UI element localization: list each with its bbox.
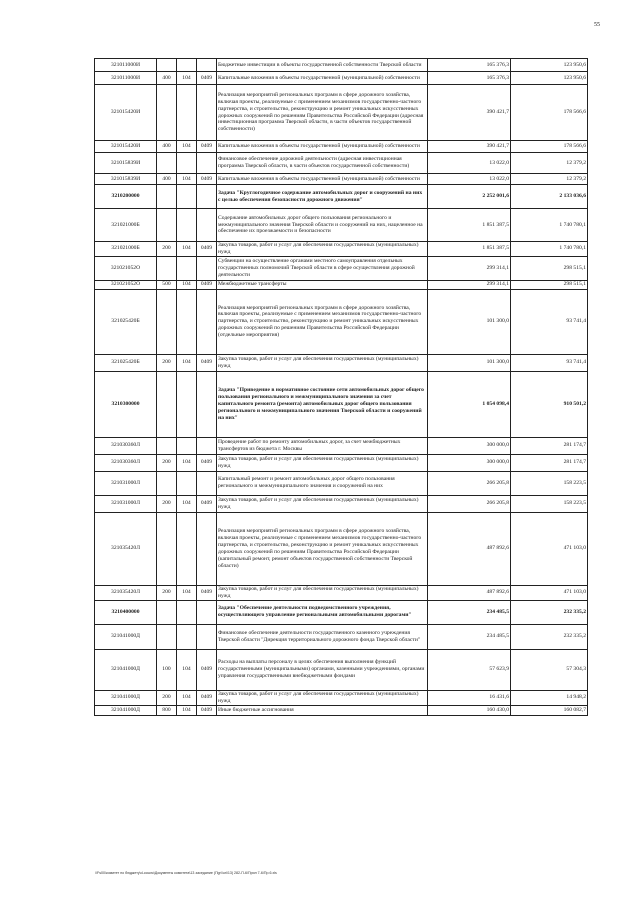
row-name: Задача "Приведение в нормативное состояние сети автомобильных дорог общего пользования регионального и межмуниципального значения за счет капитального ремонта (ремонта) автомобильных дорог общего пользования регионального и межмуниципального значения Тверской области и сооружений на них" [217, 371, 428, 437]
table-row [95, 209, 588, 242]
row-rz [197, 624, 217, 649]
row-name: Закупка товаров, работ и услуг для обеспечения государственных (муниципальных) нужд [217, 585, 428, 600]
row-gr: 104 [177, 690, 197, 705]
row-gr: 104 [177, 354, 197, 371]
table-row [95, 185, 588, 209]
row-gr [177, 289, 197, 354]
row-vr: 200 [157, 354, 177, 371]
table-row [95, 256, 588, 280]
table-row [95, 624, 588, 649]
table-row [95, 280, 588, 289]
row-vr: 400 [157, 174, 177, 185]
row-rz [197, 371, 217, 437]
row-gr: 104 [177, 649, 197, 690]
table-row [95, 437, 588, 454]
row-value-2020: 12 379,2 [511, 153, 588, 174]
row-gr: 104 [177, 174, 197, 185]
row-rz: 0409 [197, 705, 217, 715]
row-value-2019: 1 054 098,4 [428, 371, 511, 437]
row-gr [177, 209, 197, 242]
row-code: 321031000Л [95, 471, 157, 495]
row-gr: 104 [177, 585, 197, 600]
row-value-2020: 178 566,6 [511, 85, 588, 141]
row-name: Финансовое обеспечение деятельности государственного казенного учреждения Тверской области "Дирекция территориального дорожного фонда Тверской области" [217, 624, 428, 649]
row-rz [197, 256, 217, 280]
row-code: 3210200000 [95, 185, 157, 209]
table-row [95, 141, 588, 153]
row-name: Реализация мероприятий региональных программ в сфере дорожного хозяйства, включая проекты, реализуемые с применением механизмов государственно-частного партнерства, и строительство, реконструкцию и ремонт уникальных искусственных дорожных сооружений по решениям Правительства Российской Федерации (капитальный ремонт, ремонт объектов государственной собственности Тверской области) [217, 512, 428, 585]
row-vr: 200 [157, 242, 177, 257]
row-gr [177, 185, 197, 209]
row-gr [177, 437, 197, 454]
row-rz: 0409 [197, 354, 217, 371]
row-name: Закупка товаров, работ и услуг для обеспечения государственных (муниципальных) нужд [217, 354, 428, 371]
table-row [95, 289, 588, 354]
row-value-2020: 471 103,0 [511, 585, 588, 600]
row-value-2019: 13 022,0 [428, 174, 511, 185]
row-name: Содержание автомобильных дорог общего пользования регионального и межмуниципального значения Тверской области и сооружений на них, нацеленное на обеспечение их проезжаемости и безопасности [217, 209, 428, 242]
row-rz [197, 289, 217, 354]
row-rz: 0409 [197, 585, 217, 600]
row-name: Закупка товаров, работ и услуг для обеспечения государственных (муниципальных) нужд [217, 495, 428, 512]
row-code: 321030360Л [95, 454, 157, 471]
row-value-2019: 299 314,1 [428, 256, 511, 280]
row-rz [197, 85, 217, 141]
table-row [95, 371, 588, 437]
row-rz [197, 512, 217, 585]
row-gr [177, 371, 197, 437]
row-name: Закупка товаров, работ и услуг для обеспечения государственных (муниципальных) нужд [217, 690, 428, 705]
row-vr [157, 471, 177, 495]
row-rz [197, 600, 217, 624]
row-value-2020: 158 223,5 [511, 471, 588, 495]
row-rz: 0409 [197, 454, 217, 471]
row-name: Иные бюджетные ассигнования [217, 705, 428, 715]
row-gr [177, 256, 197, 280]
row-vr: 200 [157, 690, 177, 705]
row-rz [197, 185, 217, 209]
row-code: 321041000Д [95, 690, 157, 705]
row-gr [177, 600, 197, 624]
row-code: 3210300000 [95, 371, 157, 437]
row-gr: 104 [177, 495, 197, 512]
row-code: 321035420Л [95, 512, 157, 585]
row-vr [157, 185, 177, 209]
row-vr [157, 289, 177, 354]
row-code: 321011000И [95, 72, 157, 85]
row-value-2020: 14 948,2 [511, 690, 588, 705]
row-rz: 0409 [197, 72, 217, 85]
row-value-2019: 266 205,8 [428, 471, 511, 495]
row-value-2019: 487 892,6 [428, 585, 511, 600]
row-value-2019: 2 252 001,6 [428, 185, 511, 209]
row-value-2019: 165 376,3 [428, 59, 511, 72]
row-name: Реализация мероприятий региональных программ в сфере дорожного хозяйства, включая проекты, реализуемые с применением механизмов государственно-частного партнерства, и строительство, реконструкцию и ремонт уникальных искусственных дорожных сооружений по решениям Правительства Российской Федерации (отдельные мероприятия) [217, 289, 428, 354]
row-gr [177, 512, 197, 585]
row-value-2020: 123 950,6 [511, 59, 588, 72]
row-vr: 800 [157, 705, 177, 715]
row-value-2019: 13 022,0 [428, 153, 511, 174]
row-vr [157, 624, 177, 649]
row-gr [177, 153, 197, 174]
row-value-2020: 232 335,2 [511, 624, 588, 649]
row-code: 321035420Л [95, 585, 157, 600]
row-code: 321031000Л [95, 495, 157, 512]
row-gr: 104 [177, 280, 197, 289]
row-gr [177, 471, 197, 495]
row-gr [177, 59, 197, 72]
row-gr: 104 [177, 141, 197, 153]
row-code: 321015420И [95, 141, 157, 153]
table-row [95, 454, 588, 471]
row-vr [157, 371, 177, 437]
row-code: 321021052О [95, 256, 157, 280]
row-vr: 200 [157, 585, 177, 600]
row-value-2019: 390 421,7 [428, 141, 511, 153]
row-vr [157, 600, 177, 624]
row-code: 321041000Д [95, 624, 157, 649]
table-row [95, 72, 588, 85]
row-rz [197, 437, 217, 454]
table-row [95, 59, 588, 72]
row-value-2020: 158 223,5 [511, 495, 588, 512]
row-value-2020: 471 103,0 [511, 512, 588, 585]
row-value-2020: 232 335,2 [511, 600, 588, 624]
budget-table-body [95, 59, 588, 716]
row-vr [157, 85, 177, 141]
row-gr [177, 85, 197, 141]
row-value-2020: 1 740 780,1 [511, 242, 588, 257]
row-value-2019: 165 376,3 [428, 72, 511, 85]
row-name: Расходы на выплаты персоналу в целях обеспечения выполнения функций государственными (муниципальными) органами, казенными учреждениями, органами управления государственными внебюджетными фондами [217, 649, 428, 690]
row-vr: 200 [157, 495, 177, 512]
row-rz: 0409 [197, 242, 217, 257]
row-gr: 104 [177, 705, 197, 715]
row-name: Капитальные вложения в объекты государственной (муниципальной) собственности [217, 141, 428, 153]
row-value-2019: 1 851 387,5 [428, 242, 511, 257]
row-value-2019: 1 851 387,5 [428, 209, 511, 242]
row-value-2019: 487 892,6 [428, 512, 511, 585]
row-code: 321021052О [95, 280, 157, 289]
row-rz: 0409 [197, 649, 217, 690]
row-value-2019: 101 300,0 [428, 289, 511, 354]
page-number: 55 [594, 22, 600, 28]
row-value-2020: 12 379,2 [511, 174, 588, 185]
row-name: Межбюджетные трансферты [217, 280, 428, 289]
row-name: Бюджетные инвестиции в объекты государственной собственности Тверской области [217, 59, 428, 72]
row-rz [197, 471, 217, 495]
row-code: 321011000И [95, 59, 157, 72]
row-value-2020: 123 950,6 [511, 72, 588, 85]
table-row [95, 174, 588, 185]
row-name: Реализация мероприятий региональных программ в сфере дорожного хозяйства, включая проекты, реализуемые с применением механизмов государственно-частного партнерства, и строительство, реконструкцию и ремонт уникальных искусственных дорожных сооружений по решениям Правительства Российской Федерации (адресная инвестиционная программа Тверской области, в части объектов государственной собственности) [217, 85, 428, 141]
table-row [95, 242, 588, 257]
table-row [95, 471, 588, 495]
row-code: 321015420И [95, 85, 157, 141]
row-rz: 0409 [197, 174, 217, 185]
row-vr: 100 [157, 649, 177, 690]
row-value-2020: 93 741,4 [511, 354, 588, 371]
row-code: 321025420Б [95, 354, 157, 371]
row-vr [157, 59, 177, 72]
row-value-2019: 57 623,9 [428, 649, 511, 690]
row-gr [177, 624, 197, 649]
table-row [95, 354, 588, 371]
table-row [95, 85, 588, 141]
row-name: Капитальные вложения в объекты государственной (муниципальной) собственности [217, 72, 428, 85]
table-row [95, 649, 588, 690]
row-value-2020: 160 082,7 [511, 705, 588, 715]
row-rz: 0409 [197, 141, 217, 153]
row-vr: 400 [157, 72, 177, 85]
row-value-2019: 300 000,0 [428, 437, 511, 454]
row-value-2020: 281 174,7 [511, 437, 588, 454]
row-code: 321015839И [95, 174, 157, 185]
row-name: Капитальные вложения в объекты государственной (муниципальной) собственности [217, 174, 428, 185]
row-vr [157, 153, 177, 174]
row-rz: 0409 [197, 495, 217, 512]
row-rz: 0409 [197, 690, 217, 705]
budget-table [94, 58, 588, 716]
row-name: Задача "Обеспечение деятельности подведомственного учреждения, осуществляющего управление региональными автомобильными дорогами" [217, 600, 428, 624]
row-value-2019: 234 485,5 [428, 624, 511, 649]
table-row [95, 495, 588, 512]
row-name: Закупка товаров, работ и услуг для обеспечения государственных (муниципальных) нужд [217, 454, 428, 471]
row-name: Закупка товаров, работ и услуг для обеспечения государственных (муниципальных) нужд [217, 242, 428, 257]
row-name: Капитальный ремонт и ремонт автомобильных дорог общего пользования регионального и межмуниципального значения и сооружений на них [217, 471, 428, 495]
row-code: 321041000Д [95, 649, 157, 690]
footer-file-path: \\Fs00\комитет по бюджету\d-ссылк\Документы комитета\13 заседание (Пgr\\uri\13) 282-П-6\Прил 7-6\Пр.6.xls [95, 871, 277, 875]
row-value-2020: 57 304,3 [511, 649, 588, 690]
row-rz [197, 59, 217, 72]
row-value-2020: 298 515,1 [511, 280, 588, 289]
row-value-2019: 300 000,0 [428, 454, 511, 471]
row-value-2019: 266 205,8 [428, 495, 511, 512]
table-row [95, 512, 588, 585]
row-value-2020: 910 501,2 [511, 371, 588, 437]
row-vr: 400 [157, 141, 177, 153]
table-row [95, 690, 588, 705]
row-name: Субвенции на осуществление органами местного самоуправления отдельных государственных полномочий Тверской области в сфере осуществления дорожной деятельности [217, 256, 428, 280]
row-code: 321041000Д [95, 705, 157, 715]
row-value-2019: 299 314,1 [428, 280, 511, 289]
row-gr: 104 [177, 454, 197, 471]
table-row [95, 600, 588, 624]
row-name: Задача "Круглогодичное содержание автомобильных дорог и сооружений на них с целью обеспечения безопасности дорожного движения" [217, 185, 428, 209]
row-value-2019: 160 430,0 [428, 705, 511, 715]
row-vr: 200 [157, 454, 177, 471]
row-vr [157, 256, 177, 280]
row-code: 3210400000 [95, 600, 157, 624]
row-code: 321021000Б [95, 209, 157, 242]
row-gr: 104 [177, 242, 197, 257]
row-vr [157, 209, 177, 242]
row-code: 321021000Б [95, 242, 157, 257]
row-value-2020: 93 741,4 [511, 289, 588, 354]
row-rz [197, 209, 217, 242]
row-vr [157, 437, 177, 454]
row-value-2019: 101 300,0 [428, 354, 511, 371]
row-value-2020: 281 174,7 [511, 454, 588, 471]
row-vr [157, 512, 177, 585]
row-rz [197, 153, 217, 174]
row-code: 321015839И [95, 153, 157, 174]
row-value-2019: 16 431,6 [428, 690, 511, 705]
row-value-2020: 1 740 780,1 [511, 209, 588, 242]
row-value-2020: 298 515,1 [511, 256, 588, 280]
row-name: Финансовое обеспечение дорожной деятельности (адресная инвестиционная программа Тверской области, в части объектов государственной собственности) [217, 153, 428, 174]
row-gr: 104 [177, 72, 197, 85]
table-row [95, 585, 588, 600]
table-row [95, 705, 588, 715]
row-value-2020: 2 133 036,6 [511, 185, 588, 209]
row-value-2019: 390 421,7 [428, 85, 511, 141]
row-value-2020: 178 566,6 [511, 141, 588, 153]
row-code: 321025420Б [95, 289, 157, 354]
table-row [95, 153, 588, 174]
row-code: 321030360Л [95, 437, 157, 454]
row-rz: 0409 [197, 280, 217, 289]
row-value-2019: 234 485,5 [428, 600, 511, 624]
row-vr: 500 [157, 280, 177, 289]
row-name: Проведение работ по ремонту автомобильных дорог, за счет межбюджетных трансфертов из бюджета г. Москвы [217, 437, 428, 454]
